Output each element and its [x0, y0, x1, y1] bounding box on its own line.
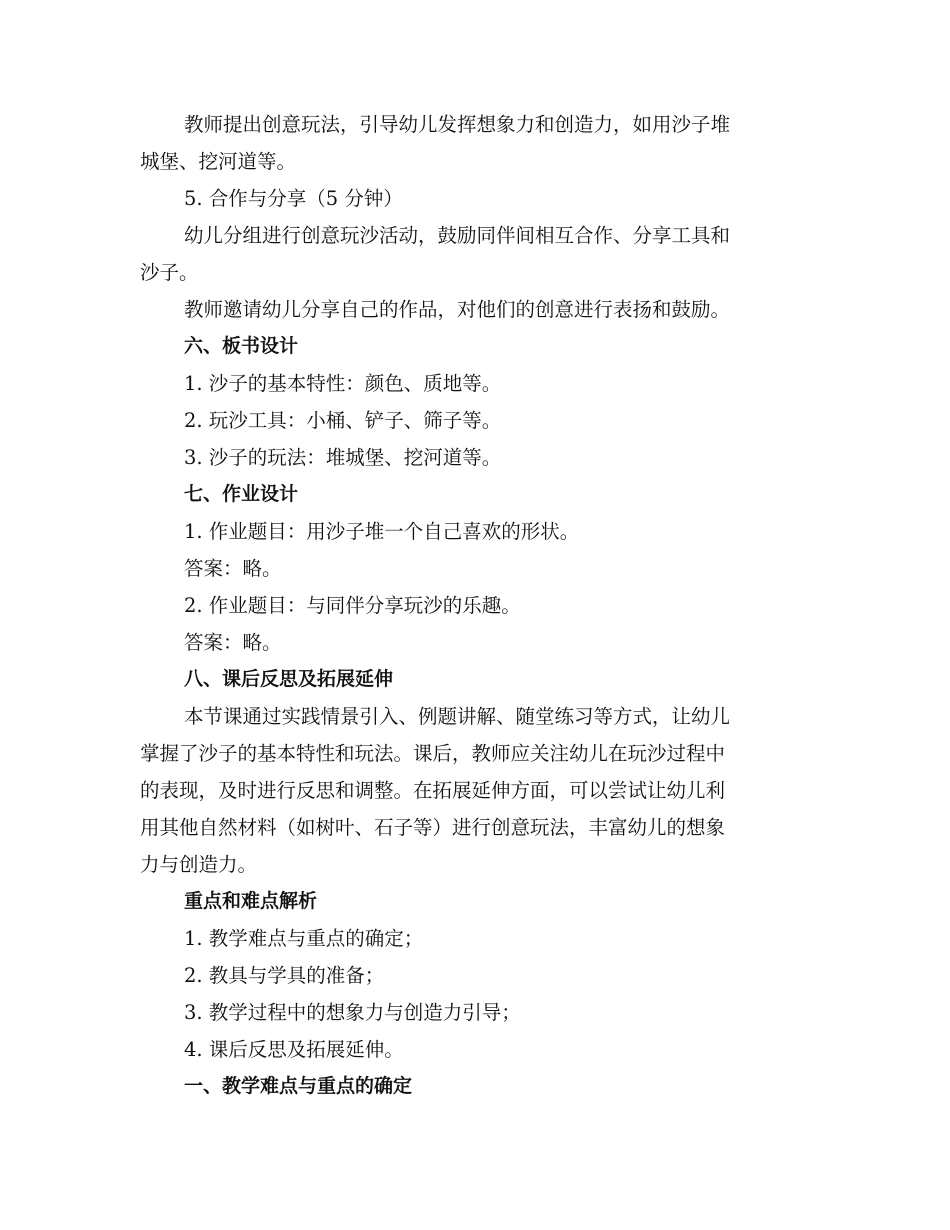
section-heading: 重点和难点解析 — [184, 890, 318, 912]
paragraph — [140, 698, 800, 883]
list-item: 2. 玩沙工具：小桶、铲子、筛子等。 — [184, 409, 502, 432]
document-page — [140, 106, 800, 1105]
section-heading: 七、作业设计 — [184, 483, 299, 505]
list-item: 1. 沙子的基本特性：颜色、质地等。 — [184, 372, 502, 395]
section-heading: 一、教学难点与重点的确定 — [184, 1075, 413, 1097]
text-line: 用其他自然材料（如树叶、石子等）进行创意玩法，丰富幼儿的想象 — [140, 816, 726, 839]
list-item: 2. 作业题目：与同伴分享玩沙的乐趣。 — [184, 594, 521, 617]
list-item: 5. 合作与分享（5 分钟） — [184, 187, 403, 210]
text-line: 沙子。 — [140, 261, 199, 284]
list-item: 3. 沙子的玩法：堆城堡、挖河道等。 — [184, 446, 502, 469]
text-line: 幼儿分组进行创意玩沙活动，鼓励同伴间相互合作、分享工具和 — [184, 224, 731, 247]
paragraph — [140, 106, 800, 180]
list-item: 4. 课后反思及拓展延伸。 — [184, 1038, 404, 1061]
list-item: 1. 作业题目：用沙子堆一个自己喜欢的形状。 — [184, 520, 580, 543]
text-line: 教师提出创意玩法，引导幼儿发挥想象力和创造力，如用沙子堆 — [184, 113, 731, 136]
list-item: 1. 教学难点与重点的确定； — [184, 927, 424, 950]
text-line: 的表现，及时进行反思和调整。在拓展延伸方面，可以尝试让幼儿利 — [140, 779, 726, 802]
text-line: 力与创造力。 — [140, 853, 258, 876]
answer-line: 答案：略。 — [184, 557, 282, 580]
paragraph — [140, 217, 800, 291]
text-line: 城堡、挖河道等。 — [140, 150, 297, 173]
list-item: 2. 教具与学具的准备； — [184, 964, 385, 987]
text-line: 教师邀请幼儿分享自己的作品，对他们的创意进行表扬和鼓励。 — [184, 298, 731, 321]
section-heading: 六、板书设计 — [184, 335, 299, 357]
answer-line: 答案：略。 — [184, 631, 282, 654]
text-line: 本节课通过实践情景引入、例题讲解、随堂练习等方式，让幼儿 — [184, 705, 731, 728]
section-heading: 八、课后反思及拓展延伸 — [184, 668, 394, 690]
paragraph — [140, 291, 800, 328]
list-item: 3. 教学过程中的想象力与创造力引导； — [184, 1001, 521, 1024]
text-line: 掌握了沙子的基本特性和玩法。课后，教师应关注幼儿在玩沙过程中 — [140, 742, 726, 765]
